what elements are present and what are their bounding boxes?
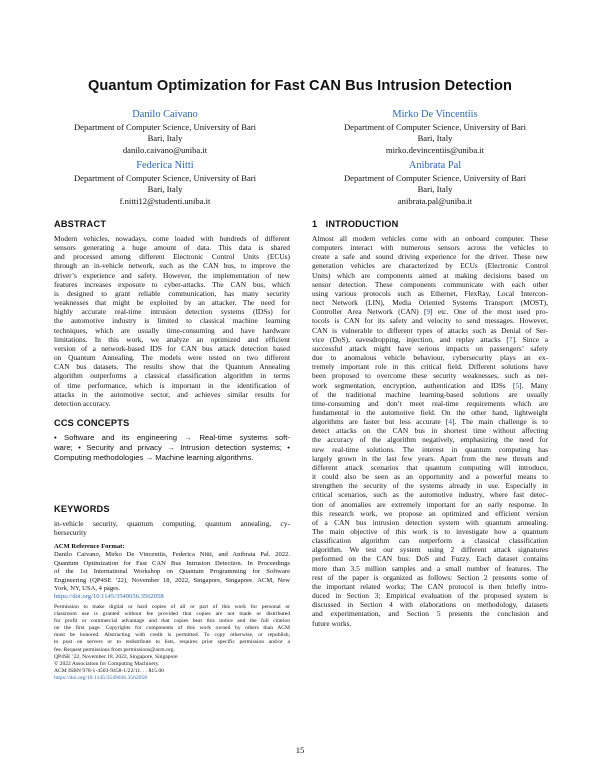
intro-line: of the traditional machine learning-based solutions are usually	[312, 389, 548, 399]
abstract-line: limitations. In this work, we analyze an optimized and efficient	[54, 334, 290, 344]
abstract-line: is designed to grant reliable communication, has many security	[54, 288, 290, 298]
acm-reference-line: of the 1st International Workshop on Quantum Programming for Software	[54, 568, 290, 576]
author-block-1	[30, 108, 300, 156]
abstract-line: features increases exposure to cyber-attacks. The CAN bus, which	[54, 279, 290, 289]
acm-reference-line: Danilo Caivano, Mirko De Vincentiis, Federica Nitti, and Anibrata Pal. 2022.	[54, 551, 290, 559]
author-email[interactable]: mirko.devincentiis@uniba.it	[385, 144, 485, 155]
intro-line: tion of anomalies are extremely important for an early response. In	[312, 499, 548, 509]
intro-line: Controller Area Network (CAN) [9] etc. One of the most used pro-	[312, 307, 548, 317]
intro-line: the accuracy of the algorithm negatively, emphasizing the need for	[312, 435, 548, 445]
abstract-body	[54, 234, 290, 408]
intro-heading-number: 1	[312, 219, 318, 229]
intro-line: nect Network (LIN), Media Oriented Systems Transport (MOST),	[312, 298, 548, 308]
abstract-line: CAN bus datasets. The results show that the Quantum Annealing	[54, 362, 290, 372]
author-location: Bari, Italy	[417, 184, 453, 195]
acm-reference-heading: ACM Reference Format:	[54, 543, 125, 550]
abstract-line: weaknesses that might be exploited by an attacker. The need for	[54, 298, 290, 308]
abstract-line: version of a network-based IDS for CAN bus attack detection based	[54, 343, 290, 353]
intro-line: this research work, we propose an optimized and efficient version	[312, 508, 548, 518]
keywords-line: bersecurity	[54, 528, 87, 538]
permission-line: must be honored. Abstracting with credit is permitted. To copy otherwise, or republish,	[54, 632, 290, 639]
author-location: Bari, Italy	[147, 184, 183, 195]
intro-line: due to anomalous vehicle behaviour, cybersecurity plays an ex-	[312, 353, 548, 363]
author-name: Federica Nitti	[136, 160, 194, 171]
author-email[interactable]: f.nitti12@studenti.uniba.it	[119, 195, 211, 206]
author-email[interactable]: danilo.caivano@uniba.it	[122, 144, 208, 155]
intro-heading	[312, 219, 398, 229]
keywords-line: in-vehicle security, quantum computing, quantum annealing, cy-	[54, 519, 290, 528]
abstract-line: attacks in the automotive sector, and achieves similar results for	[54, 389, 290, 399]
intro-line: it could also be seen as an opportunity and a powerful means to	[312, 472, 548, 482]
permission-doi-link[interactable]: https://doi.org/10.1145/3549036.3562058	[54, 674, 148, 681]
intro-line: performed on the CAN bus: DoS and Fuzzy. Each dataset contains	[312, 554, 548, 564]
abstract-line: driver’s experience and safety. However, the implementation of new	[54, 270, 290, 280]
abstract-line: algorithm outperforms a classical classification algorithm in terms	[54, 371, 290, 381]
ccs-line: ware; • Security and privacy → Intrusion detection systems; •	[54, 442, 290, 452]
intro-line: of a CAN bus intrusion detection system with quantum annealing.	[312, 517, 548, 527]
intro-line: work segmentation, encryption, authentication and IDSs [5]. Many	[312, 380, 549, 390]
intro-line: strengthen the security of the systems already in use. Especially in	[312, 481, 548, 491]
permission-line: Permission to make digital or hard copies of all or part of this work for personal or	[54, 604, 290, 610]
acm-reference-line: Quantum Optimization for Fast CAN Bus Intrusion Detection. In Proceedings	[54, 559, 290, 567]
intro-line: time-consuming and don’t meet real-time requirements which are	[312, 398, 548, 408]
intro-line: duced in Section 3; Empirical evaluation of the proposed system is	[312, 591, 548, 601]
intro-line: Almost all modern vehicles come with an onboard computer. These	[312, 234, 548, 243]
permission-line: © 2022 Association for Computing Machinery.	[54, 660, 160, 667]
permission-line: classroom use is granted without fee provided that copies are not made or distributed	[54, 611, 290, 618]
author-block-4	[300, 159, 570, 207]
author-dept: Department of Computer Science, University of Bari	[73, 173, 257, 183]
abstract-line: and processed among different Electronic Control Units (ECUs)	[54, 252, 290, 262]
intro-line: the important related works; The CAN protocol is then briefly intro-	[312, 581, 548, 591]
intro-line: been proposed to overcome these security weaknesses, such as net-	[312, 371, 548, 381]
acm-reference-line: Engineering (QP4SE ’22), November 18, 2022, Singapore, Singapore. ACM, New	[54, 576, 290, 584]
permission-line: on the first page. Copyrights for components of this work owned by others than ACM	[54, 625, 290, 632]
abstract-line: techniques, which are usually time-consuming and have hardware	[54, 325, 290, 335]
intro-line: rest of the paper is organized as follows: Section 2 presents some of	[312, 572, 548, 582]
permission-line: fee. Request permissions from permissions@acm.org.	[54, 646, 175, 653]
intro-line: CAN is vulnerable to different types of attacks such as Denial of Ser-	[312, 325, 548, 335]
intro-line: critical scenarios, such as the automotive industry, where fast detec-	[312, 490, 548, 500]
author-name: Danilo Caivano	[132, 109, 198, 120]
intro-line: Units) which are components aimed at making decisions based on	[312, 270, 548, 280]
abstract-line: the automotive industry is limited to classical machine learning	[54, 316, 290, 326]
intro-line: computers interact with numerous sensors across the vehicles to	[312, 243, 548, 253]
intro-line: classification algorithm can outperform a classical classification	[312, 536, 548, 546]
intro-line: new real-time solutions. The interest in quantum computing has	[312, 444, 548, 454]
paper-title: Quantum Optimization for Fast CAN Bus Intrusion Detection	[87, 78, 513, 94]
intro-line: tocols is CAN for its safety and velocity to send messages. However,	[312, 316, 548, 326]
intro-line: generation vehicles are characterized by ECUs (Electronic Control	[312, 261, 548, 271]
author-location: Bari, Italy	[417, 133, 453, 144]
ccs-heading: CCS CONCEPTS	[54, 418, 130, 428]
author-dept: Department of Computer Science, University of Bari	[343, 173, 527, 183]
intro-line: detect attacks on the CAN bus in shortest time without affecting	[312, 426, 548, 436]
abstract-line: highly accurate real-time intrusion detection systems (IDSs) for	[54, 307, 290, 317]
permission-line: QP4SE ’22, November 18, 2022, Singapore, Singapore	[54, 653, 178, 660]
author-dept: Department of Computer Science, University of Bari	[73, 122, 257, 132]
permission-notice	[54, 604, 290, 682]
keywords-body	[54, 519, 290, 537]
intro-body	[312, 234, 548, 628]
author-name: Anibrata Pal	[408, 160, 462, 171]
intro-heading-text: INTRODUCTION	[325, 219, 399, 229]
abstract-line: Modern vehicles, nowadays, come loaded with hundreds of different	[54, 234, 290, 243]
intro-line: and experimentation, and Section 5 presents the conclusion and	[312, 609, 548, 619]
intro-line: algorithms are faster but less accurate [4]. The main challenge is to	[312, 417, 548, 427]
author-dept: Department of Computer Science, University of Bari	[343, 122, 527, 132]
permission-line: to post on servers or to redistribute to lists, requires prior specific permission and/or a	[54, 639, 290, 646]
abstract-heading: ABSTRACT	[54, 219, 107, 229]
intro-line: different attack scenarios that quantum computing will introduce,	[312, 462, 548, 472]
intro-line: largely grown in the last few years. Apart from the new threats and	[312, 453, 548, 463]
abstract-line: on Quantum Annealing. The models were tested on two different	[54, 353, 290, 363]
ccs-line: • Software and its engineering → Real-time systems soft-	[54, 433, 290, 442]
intro-line: algorithm. We test our system using 2 different attack signatures	[312, 545, 548, 555]
intro-line: fundamental in the automotive field. On the other hand, lightweight	[312, 407, 548, 417]
intro-line: The main objective of this work is to investigate how a quantum	[312, 527, 548, 536]
permission-line: ACM ISBN 978-1-4503-9458-1/22/11. . . $15.00	[54, 667, 164, 674]
abstract-line: of time performance, which is important in the identification of	[54, 380, 290, 390]
ccs-line: Computing methodologies → Machine learning algorithms.	[54, 452, 254, 462]
permission-line: for profit or commercial advantage and that copies bear this notice and the full citation	[54, 618, 290, 625]
ccs-concepts	[54, 433, 290, 462]
intro-line: more than 3.5 million samples and a small number of features. The	[312, 563, 548, 573]
author-location: Bari, Italy	[147, 133, 183, 144]
acm-reference	[54, 543, 290, 602]
intro-line: future works.	[312, 618, 352, 628]
abstract-line: sensors generating a huge amount of data. This data is shared	[54, 243, 290, 253]
intro-line: tremely important role in this critical field. Different solutions have	[312, 362, 548, 372]
intro-line: create a safe and sound driving experience for the driver. These new	[312, 252, 548, 262]
acm-reference-line: York, NY, USA, 4 pages.	[54, 585, 121, 593]
abstract-line: through an in-vehicle network, such as the CAN bus, to improve the	[54, 261, 290, 271]
intro-line: discussed in Section 4 with elaborations on methodology, datasets	[312, 600, 548, 610]
intro-line: successful attack might have serious impacts on passengers’ safety	[312, 343, 548, 353]
author-name: Mirko De Vincentiis	[392, 109, 478, 120]
abstract-line: detection accuracy.	[54, 398, 111, 408]
intro-line: vice (DoS), eavesdropping, injection, and replay attacks [7]. Since a	[312, 334, 548, 344]
intro-line: sensor detection. These components communicate with each other	[312, 279, 548, 289]
author-email[interactable]: anibrata.pal@uniba.it	[397, 195, 473, 206]
author-block-2	[300, 108, 570, 156]
keywords-heading: KEYWORDS	[54, 504, 110, 514]
acm-doi-link[interactable]: https://doi.org/10.1145/3549036.3562058	[54, 593, 164, 601]
author-block-3	[30, 159, 300, 207]
page-number: 15	[295, 745, 305, 755]
intro-line: using various protocols such as Ethernet, FlexRay, Local Intercon-	[312, 288, 548, 298]
